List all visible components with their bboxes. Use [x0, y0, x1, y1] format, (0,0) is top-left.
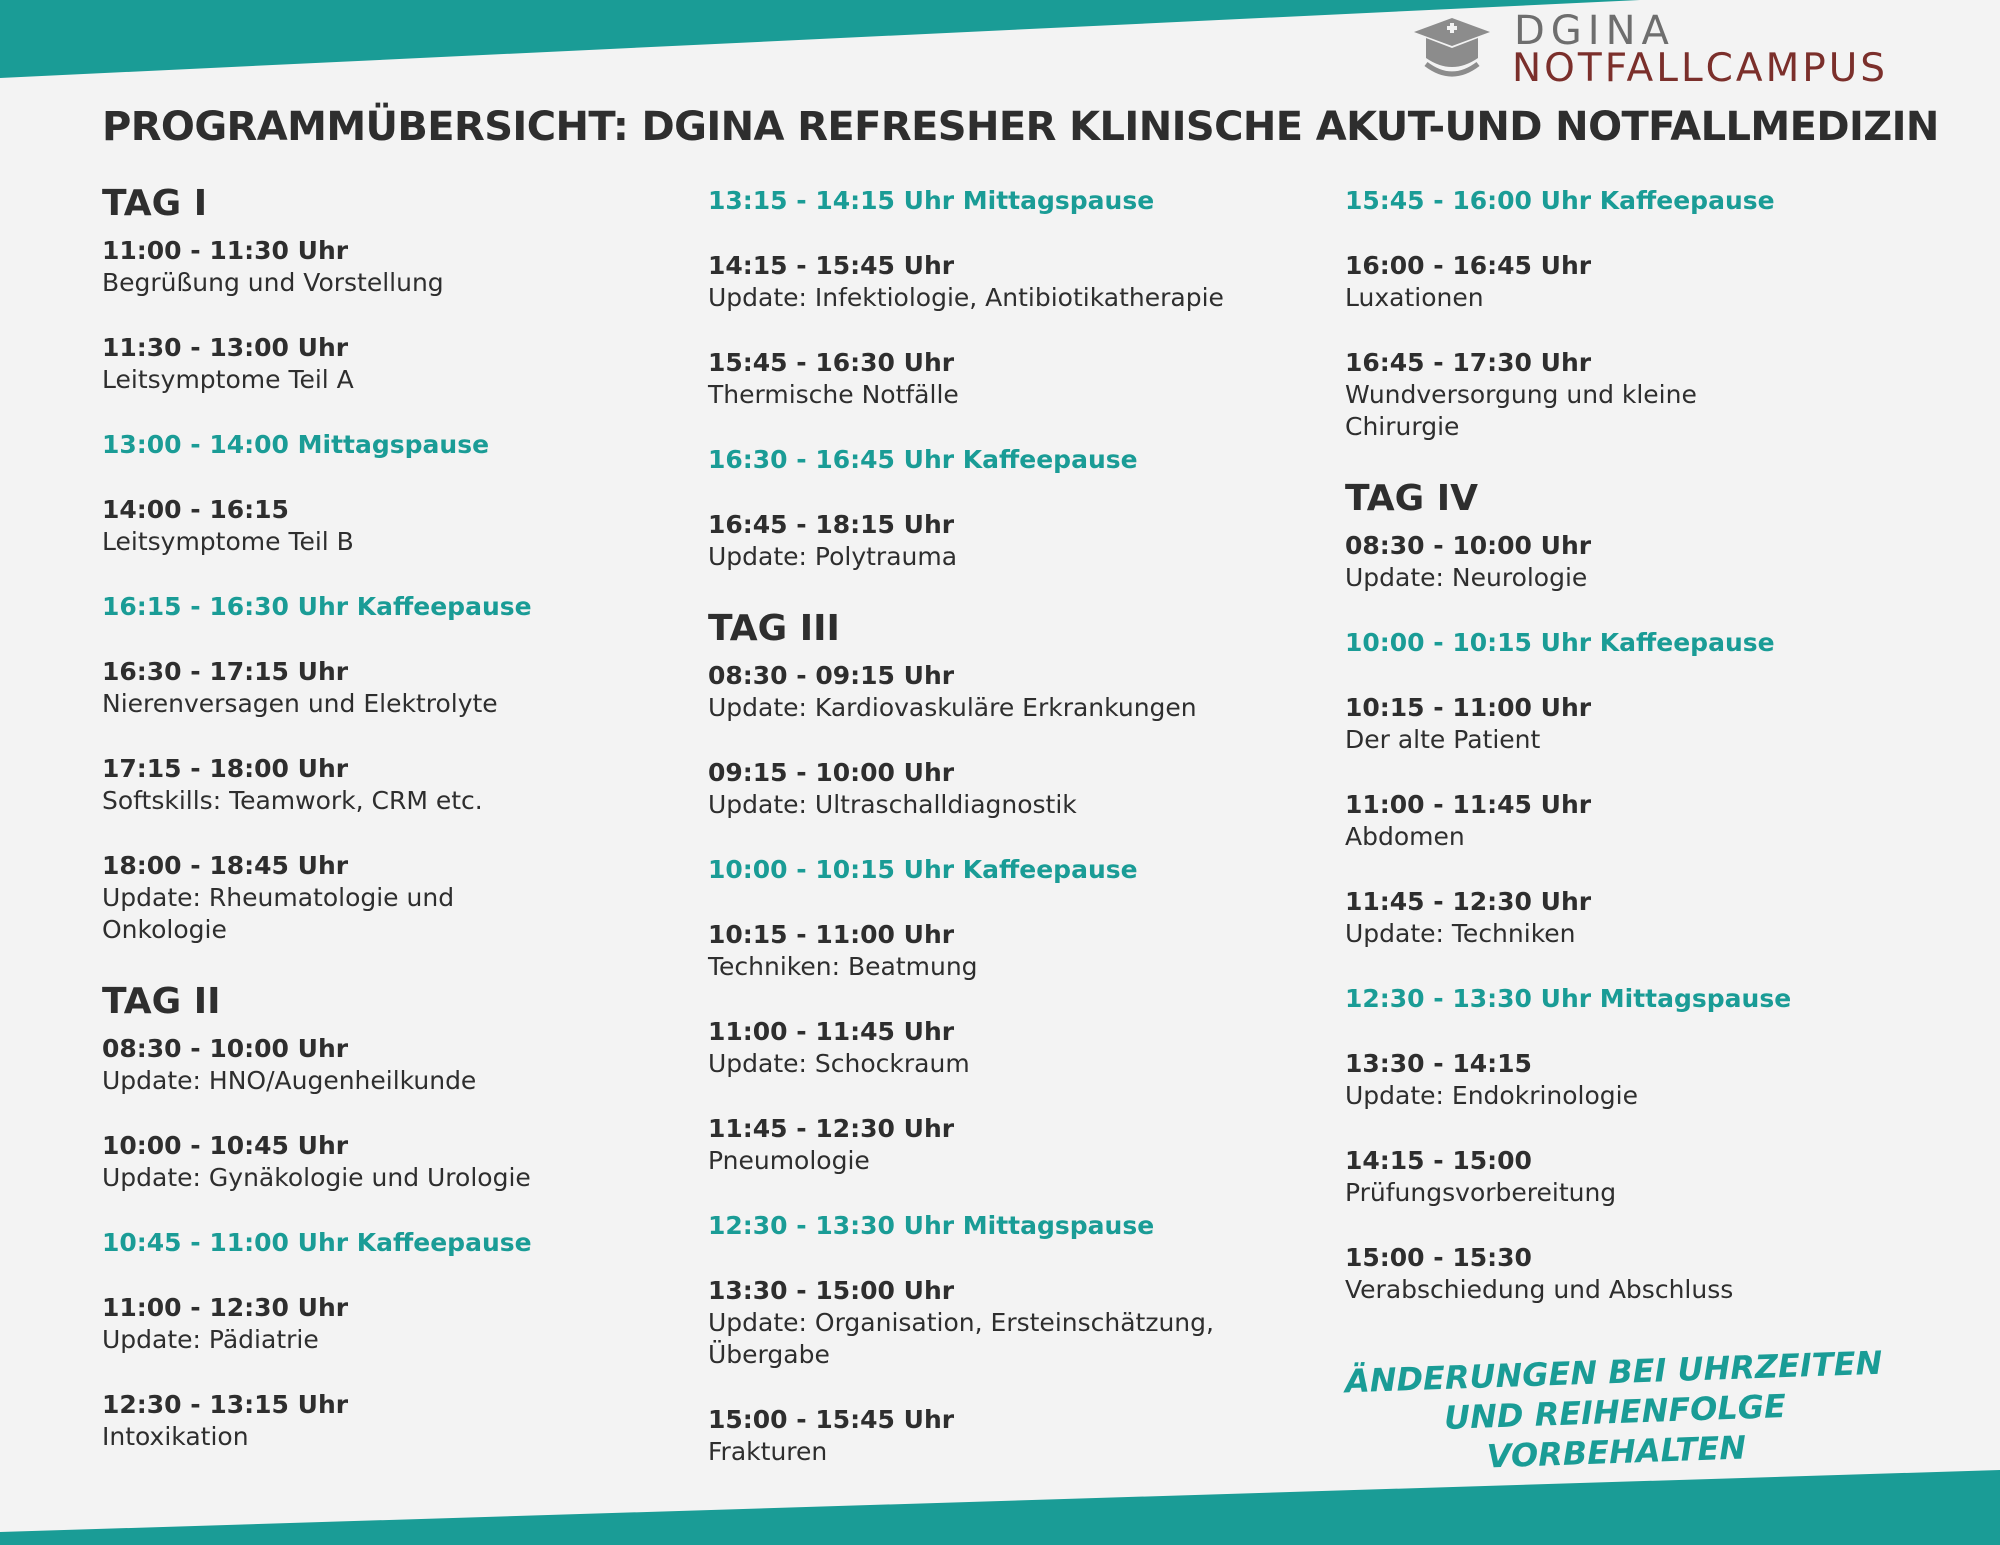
- session-item: [708, 918, 1308, 983]
- session-item: [1345, 249, 1865, 314]
- session-item: [102, 234, 702, 299]
- session-time: 10:15 - 11:00 Uhr: [708, 920, 955, 949]
- session-item: [1345, 691, 1865, 756]
- session-time: 09:15 - 10:00 Uhr: [708, 758, 955, 787]
- session-time: 16:30 - 17:15 Uhr: [102, 657, 349, 686]
- session-time: 11:45 - 12:30 Uhr: [708, 1114, 955, 1143]
- session-item: [708, 1403, 1308, 1468]
- session-time: 14:15 - 15:45 Uhr: [708, 251, 955, 280]
- graduation-cap-cross-icon: [1412, 14, 1492, 86]
- session-time: 13:30 - 14:15: [1345, 1049, 1532, 1078]
- session-topic: Update: Polytrauma: [708, 542, 958, 571]
- session-topic: Luxationen: [1345, 283, 1484, 312]
- session-item: [1345, 529, 1865, 594]
- session-time: 16:45 - 18:15 Uhr: [708, 510, 955, 539]
- session-time: 15:00 - 15:30: [1345, 1243, 1532, 1272]
- session-time: 10:00 - 10:45 Uhr: [102, 1131, 349, 1160]
- session-topic: Update: Gynäkologie und Urologie: [102, 1163, 531, 1192]
- session-time: 10:15 - 11:00 Uhr: [1345, 693, 1592, 722]
- session-item: [102, 1129, 702, 1194]
- session-item: [1345, 788, 1865, 853]
- session-topic: Update: Ultraschalldiagnostik: [708, 790, 1077, 819]
- session-time: 08:30 - 09:15 Uhr: [708, 661, 955, 690]
- session-topic: Wundversorgung und kleine Chirurgie: [1345, 380, 1697, 441]
- session-topic: Leitsymptome Teil B: [102, 527, 354, 556]
- session-time: 11:00 - 11:30 Uhr: [102, 236, 349, 265]
- break-item: 12:30 - 13:30 Uhr Mittagspause: [1345, 984, 1792, 1013]
- break-item: 12:30 - 13:30 Uhr Mittagspause: [708, 1211, 1155, 1240]
- session-topic: Thermische Notfälle: [708, 380, 959, 409]
- session-time: 11:00 - 11:45 Uhr: [1345, 790, 1592, 819]
- session-item: [1345, 1241, 1865, 1306]
- session-time: 17:15 - 18:00 Uhr: [102, 754, 349, 783]
- session-time: 11:30 - 13:00 Uhr: [102, 333, 349, 362]
- schedule-column-2: [708, 184, 1308, 1500]
- session-topic: Prüfungsvorbereitung: [1345, 1178, 1617, 1207]
- session-topic: Update: Neurologie: [1345, 563, 1588, 592]
- session-topic: Pneumologie: [708, 1146, 870, 1175]
- day-heading-tag-1: TAG I: [102, 183, 208, 224]
- session-topic: Techniken: Beatmung: [708, 952, 978, 981]
- break-item: 10:00 - 10:15 Uhr Kaffeepause: [708, 855, 1138, 884]
- break-item: 16:30 - 16:45 Uhr Kaffeepause: [708, 445, 1138, 474]
- dgina-logo: [1412, 8, 1992, 90]
- break-item: 10:00 - 10:15 Uhr Kaffeepause: [1345, 628, 1775, 657]
- session-time: 15:45 - 16:30 Uhr: [708, 348, 955, 377]
- session-time: 11:45 - 12:30 Uhr: [1345, 887, 1592, 916]
- session-time: 16:45 - 17:30 Uhr: [1345, 348, 1592, 377]
- session-item: [102, 849, 702, 946]
- session-topic: Update: HNO/Augenheilkunde: [102, 1066, 477, 1095]
- session-topic: Abdomen: [1345, 822, 1465, 851]
- break-item: 10:45 - 11:00 Uhr Kaffeepause: [102, 1228, 532, 1257]
- session-topic: Update: Organisation, Ersteinschätzung, Übergabe: [708, 1308, 1214, 1369]
- day-heading-tag-3: TAG III: [708, 608, 840, 649]
- session-topic: Update: Endokrinologie: [1345, 1081, 1638, 1110]
- session-item: [102, 1032, 702, 1097]
- logo-wordmark-dgina: DGINA: [1514, 8, 1675, 54]
- session-item: [1345, 346, 1865, 443]
- session-item: [708, 249, 1308, 314]
- session-item: [102, 493, 702, 558]
- session-time: 18:00 - 18:45 Uhr: [102, 851, 349, 880]
- session-item: [102, 1291, 702, 1356]
- schedule-column-3: [1345, 184, 1865, 1338]
- session-time: 11:00 - 11:45 Uhr: [708, 1017, 955, 1046]
- logo-wordmark-notfallcampus: NOTFALLCAMPUS: [1512, 46, 1889, 91]
- session-topic: Update: Schockraum: [708, 1049, 970, 1078]
- session-topic: Intoxikation: [102, 1422, 249, 1451]
- session-topic: Update: Techniken: [1345, 919, 1576, 948]
- session-time: 08:30 - 10:00 Uhr: [102, 1034, 349, 1063]
- session-item: [708, 508, 1308, 573]
- session-item: [708, 1112, 1308, 1177]
- session-topic: Softskills: Teamwork, CRM etc.: [102, 786, 483, 815]
- session-time: 13:30 - 15:00 Uhr: [708, 1276, 955, 1305]
- session-item: [102, 752, 702, 817]
- session-item: [708, 1015, 1308, 1080]
- break-item: 13:00 - 14:00 Mittagspause: [102, 430, 490, 459]
- session-item: [708, 1274, 1308, 1371]
- day-heading-tag-4: TAG IV: [1345, 478, 1478, 519]
- session-item: [102, 331, 702, 396]
- session-item: [708, 659, 1308, 724]
- session-topic: Update: Infektiologie, Antibiotikatherapie: [708, 283, 1224, 312]
- session-time: 14:00 - 16:15: [102, 495, 289, 524]
- session-item: [708, 756, 1308, 821]
- page-title: PROGRAMMÜBERSICHT: DGINA REFRESHER KLINISCHE AKUT-UND NOTFALLMEDIZIN: [102, 104, 1939, 150]
- session-item: [102, 655, 702, 720]
- session-topic: Verabschiedung und Abschluss: [1345, 1275, 1734, 1304]
- session-time: 14:15 - 15:00: [1345, 1146, 1532, 1175]
- session-item: [1345, 1047, 1865, 1112]
- session-time: 16:00 - 16:45 Uhr: [1345, 251, 1592, 280]
- break-item: 13:15 - 14:15 Uhr Mittagspause: [708, 186, 1155, 215]
- break-item: 15:45 - 16:00 Uhr Kaffeepause: [1345, 186, 1775, 215]
- session-time: 15:00 - 15:45 Uhr: [708, 1405, 955, 1434]
- day-heading-tag-2: TAG II: [102, 981, 221, 1022]
- break-item: 16:15 - 16:30 Uhr Kaffeepause: [102, 592, 532, 621]
- session-time: 12:30 - 13:15 Uhr: [102, 1390, 349, 1419]
- session-topic: Update: Rheumatologie und Onkologie: [102, 883, 455, 944]
- session-topic: Begrüßung und Vorstellung: [102, 268, 444, 297]
- session-topic: Update: Pädiatrie: [102, 1325, 319, 1354]
- session-topic: Update: Kardiovaskuläre Erkrankungen: [708, 693, 1197, 722]
- session-topic: Frakturen: [708, 1437, 828, 1466]
- session-topic: Nierenversagen und Elektrolyte: [102, 689, 498, 718]
- schedule-column-1: [102, 180, 702, 1485]
- session-topic: Leitsymptome Teil A: [102, 365, 354, 394]
- disclaimer-note: ÄNDERUNGEN BEI UHRZEITEN UND REIHENFOLGE VORBEHALTEN: [1344, 1343, 1883, 1476]
- session-time: 08:30 - 10:00 Uhr: [1345, 531, 1592, 560]
- session-item: [708, 346, 1308, 411]
- session-item: [102, 1388, 702, 1453]
- session-topic: Der alte Patient: [1345, 725, 1541, 754]
- session-time: 11:00 - 12:30 Uhr: [102, 1293, 349, 1322]
- session-item: [1345, 1144, 1865, 1209]
- session-item: [1345, 885, 1865, 950]
